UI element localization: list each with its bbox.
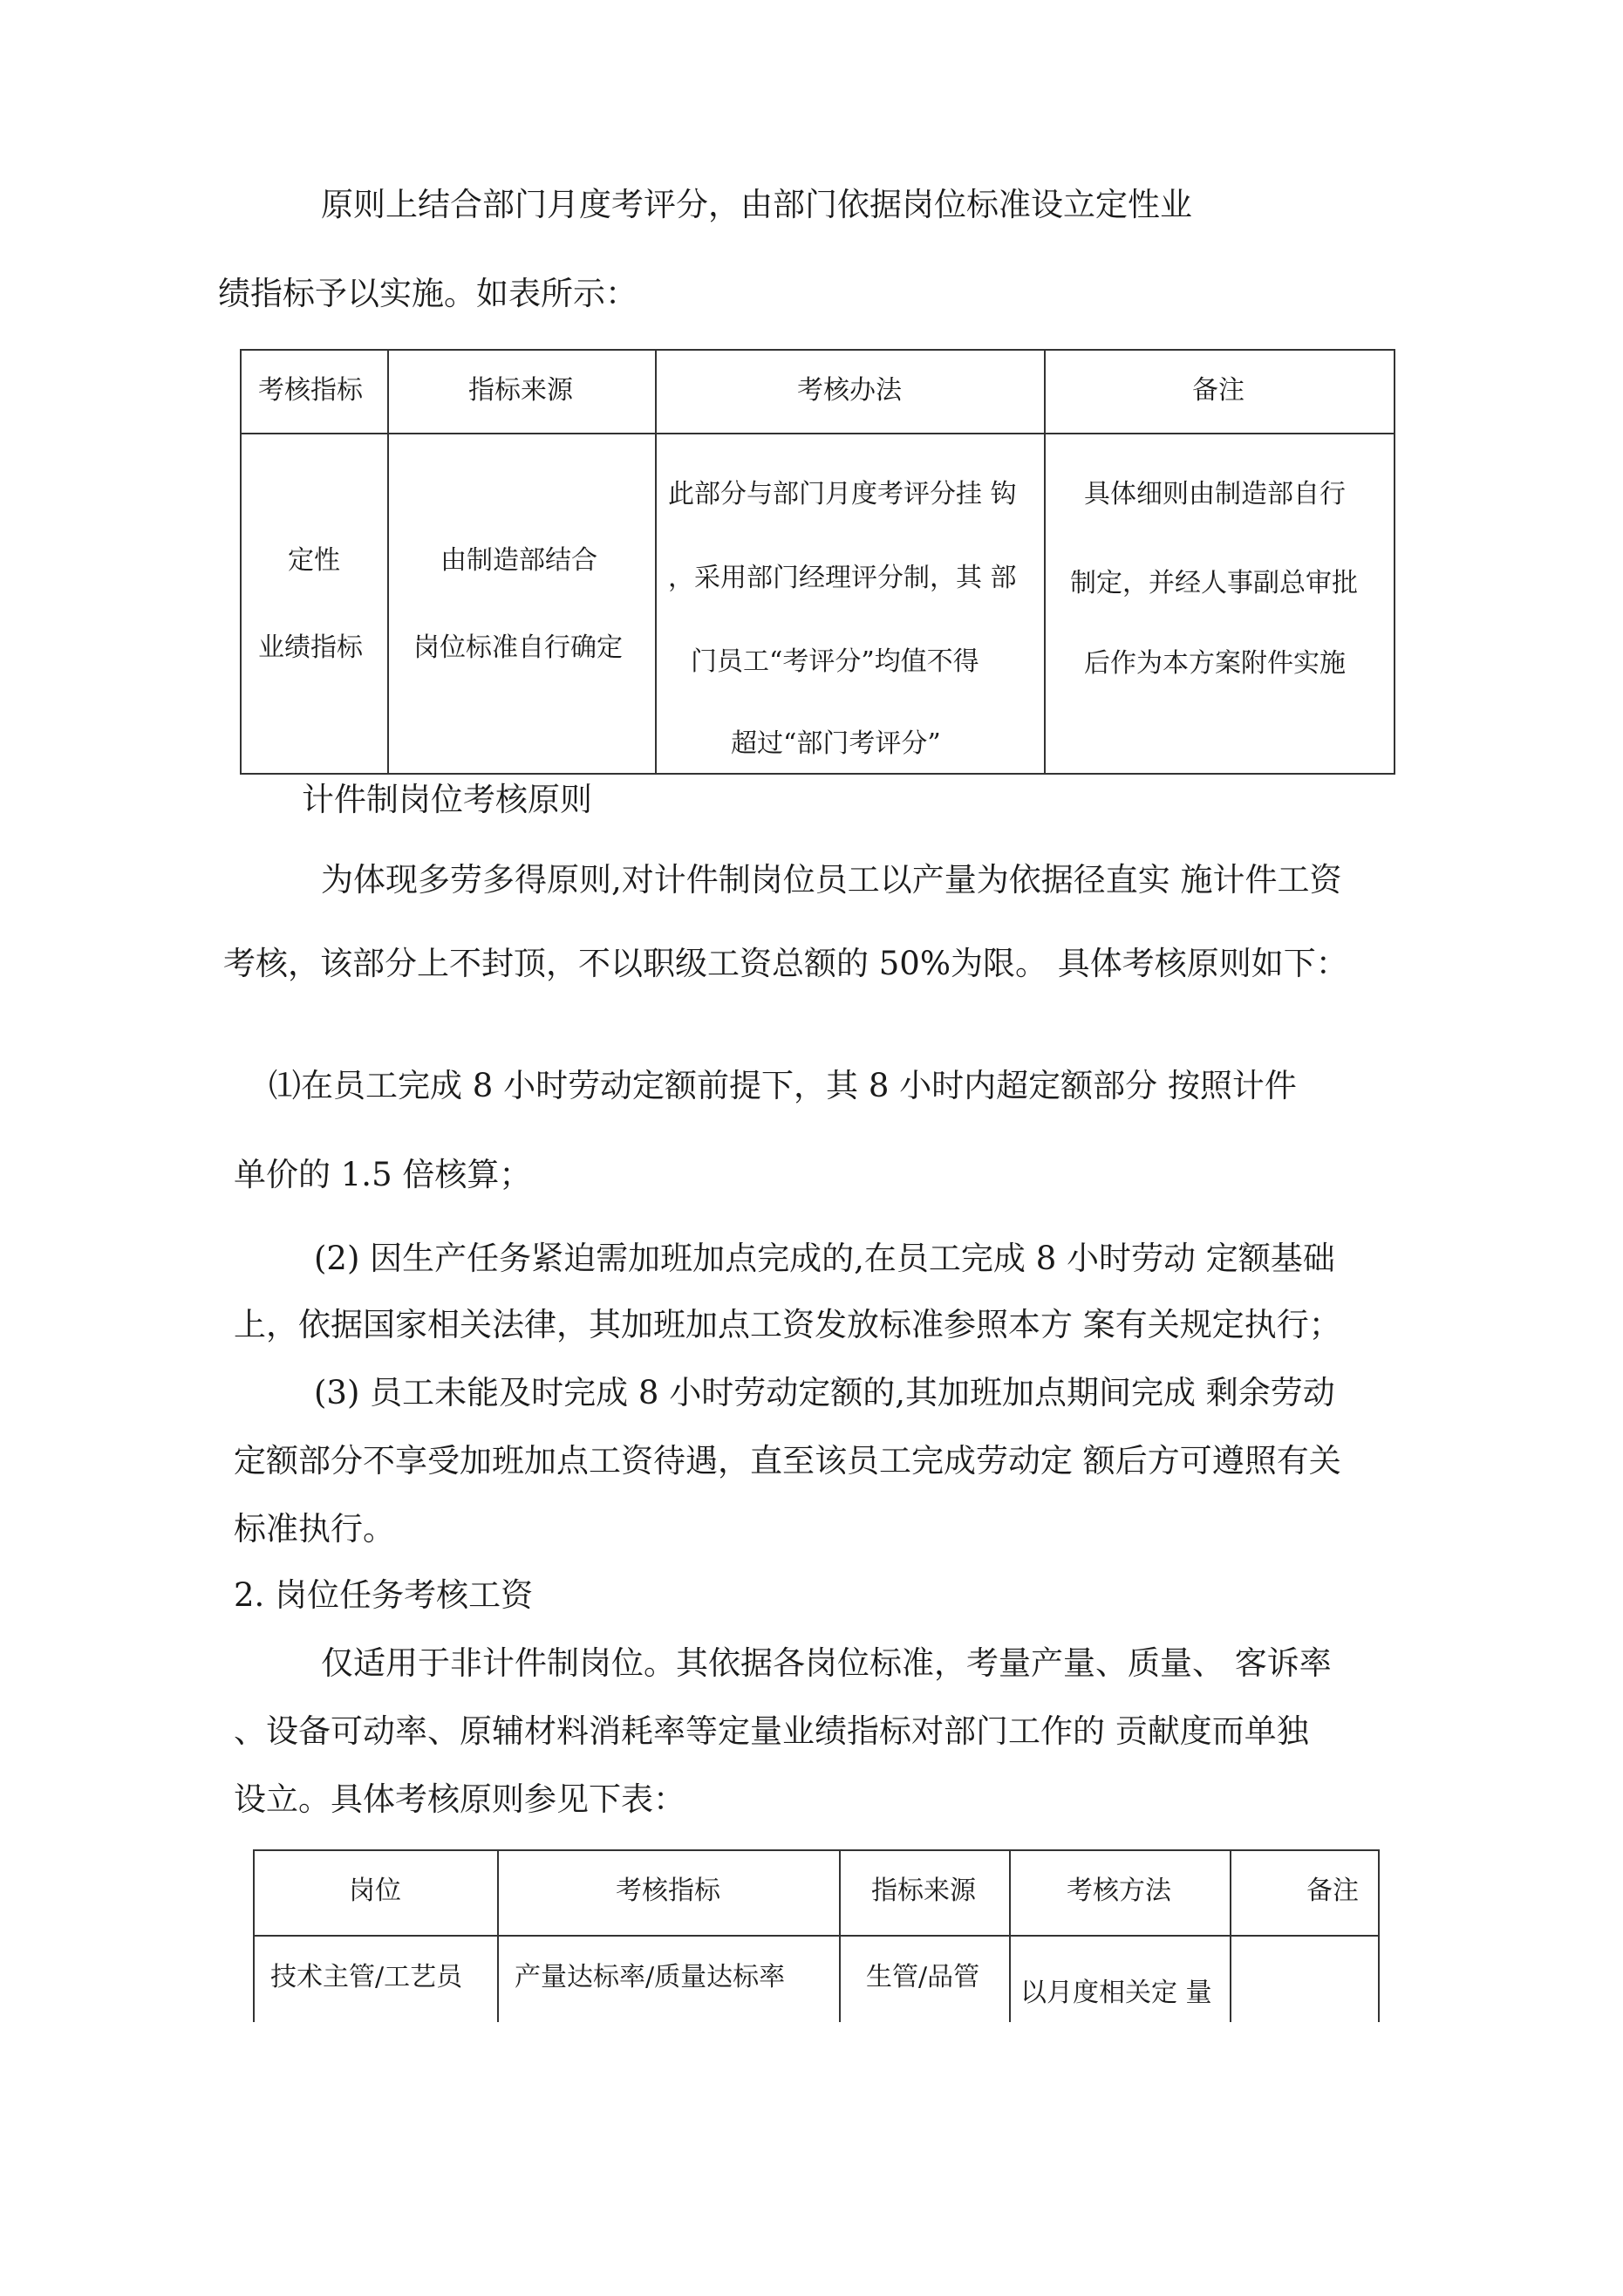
item1-line2: 单价的 1.5 倍核算； xyxy=(234,1156,532,1193)
table2-top-border xyxy=(253,1849,1378,1851)
table1-method-line1: 此部分与部门月度考评分挂 钩 xyxy=(668,479,1017,509)
para2-line1: 为体现多劳多得原则,对计件制岗位员工以产量为依据径直实 施计件工资 xyxy=(321,861,1342,899)
table2-cell-source: 生管/品管 xyxy=(866,1962,980,1992)
section-heading-job-task-wage: 2. 岗位任务考核工资 xyxy=(234,1576,534,1614)
table1-method-line3: 门员工“考评分”均值不得 xyxy=(691,646,979,677)
table2-col-divider-1 xyxy=(497,1849,499,2022)
table1-header-source: 指标来源 xyxy=(468,375,573,406)
table1-remark-line1: 具体细则由制造部自行 xyxy=(1084,479,1346,509)
table1-col-divider-1 xyxy=(387,349,389,775)
table2-header-divider xyxy=(253,1935,1378,1937)
table1-header-indicator: 考核指标 xyxy=(258,375,363,406)
item2-line2: 上，依据国家相关法律，其加班加点工资发放标准参照本方 案有关规定执行； xyxy=(234,1306,1341,1343)
table2-left-border xyxy=(253,1849,255,2022)
para1-line1: 原则上结合部门月度考评分，由部门依据岗位标准设立定性业 xyxy=(321,186,1192,223)
table1-indicator-line2: 业绩指标 xyxy=(258,632,363,663)
para1-line2: 绩指标予以实施。如表所示： xyxy=(218,275,638,312)
para2-line2: 考核，该部分上不封顶，不以职级工资总额的 50%为限。 具体考核原则如下： xyxy=(223,945,1348,982)
item3-line3: 标准执行。 xyxy=(234,1510,395,1548)
item3-line1: (3) 员工未能及时完成 8 小时劳动定额的,其加班加点期间完成 剩余劳动 xyxy=(314,1374,1335,1411)
table1-header-method: 考核办法 xyxy=(797,375,902,406)
qualitative-table xyxy=(240,349,1395,775)
item2-line1: (2) 因生产任务紧迫需加班加点完成的,在员工完成 8 小时劳动 定额基础 xyxy=(314,1240,1335,1277)
table2-header-method: 考核方法 xyxy=(1067,1876,1171,1906)
table2-header-source: 指标来源 xyxy=(871,1876,976,1906)
table2-cell-method: 以月度相关定 量 xyxy=(1020,1978,1212,2008)
table1-remark-line2: 制定，并经人事副总审批 xyxy=(1070,568,1358,598)
table2-cell-indicator: 产量达标率/质量达标率 xyxy=(515,1962,786,1992)
table1-method-line2: ，采用部门经理评分制，其 部 xyxy=(668,563,1017,593)
table2-right-border xyxy=(1378,1849,1380,2022)
section-heading-piece-rate: 计件制岗位考核原则 xyxy=(302,781,592,818)
table2-header-remark: 备注 xyxy=(1306,1876,1359,1906)
table2-col-divider-3 xyxy=(1009,1849,1011,2022)
table1-header-divider xyxy=(240,433,1395,434)
item1-line1: ⑴在员工完成 8 小时劳动定额前提下，其 8 小时内超定额部分 按照计件 xyxy=(269,1067,1297,1104)
item3-line2: 定额部分不享受加班加点工资待遇，直至该员工完成劳动定 额后方可遵照有关 xyxy=(234,1442,1341,1479)
table1-col-divider-2 xyxy=(655,349,657,775)
para3-line2: 、设备可动率、原辅材料消耗率等定量业绩指标对部门工作的 贡献度而单独 xyxy=(234,1712,1309,1750)
para3-line3: 设立。具体考核原则参见下表： xyxy=(234,1780,685,1818)
table2-cell-position: 技术主管/工艺员 xyxy=(270,1962,463,1992)
table1-col-divider-3 xyxy=(1044,349,1046,775)
table2-header-position: 岗位 xyxy=(349,1876,401,1906)
table1-source-line2: 岗位标准自行确定 xyxy=(413,632,623,663)
table1-method-line4: 超过“部门考评分” xyxy=(731,728,941,759)
table2-col-divider-4 xyxy=(1230,1849,1231,2022)
table1-indicator-line1: 定性 xyxy=(288,545,340,576)
table2-header-indicator: 考核指标 xyxy=(616,1876,720,1906)
para3-line1: 仅适用于非计件制岗位。其依据各岗位标准，考量产量、质量、 客诉率 xyxy=(321,1644,1332,1682)
table1-remark-line3: 后作为本方案附件实施 xyxy=(1084,648,1346,679)
table2-col-divider-2 xyxy=(839,1849,841,2022)
table1-source-line1: 由制造部结合 xyxy=(440,545,597,576)
table1-header-remark: 备注 xyxy=(1192,375,1245,406)
